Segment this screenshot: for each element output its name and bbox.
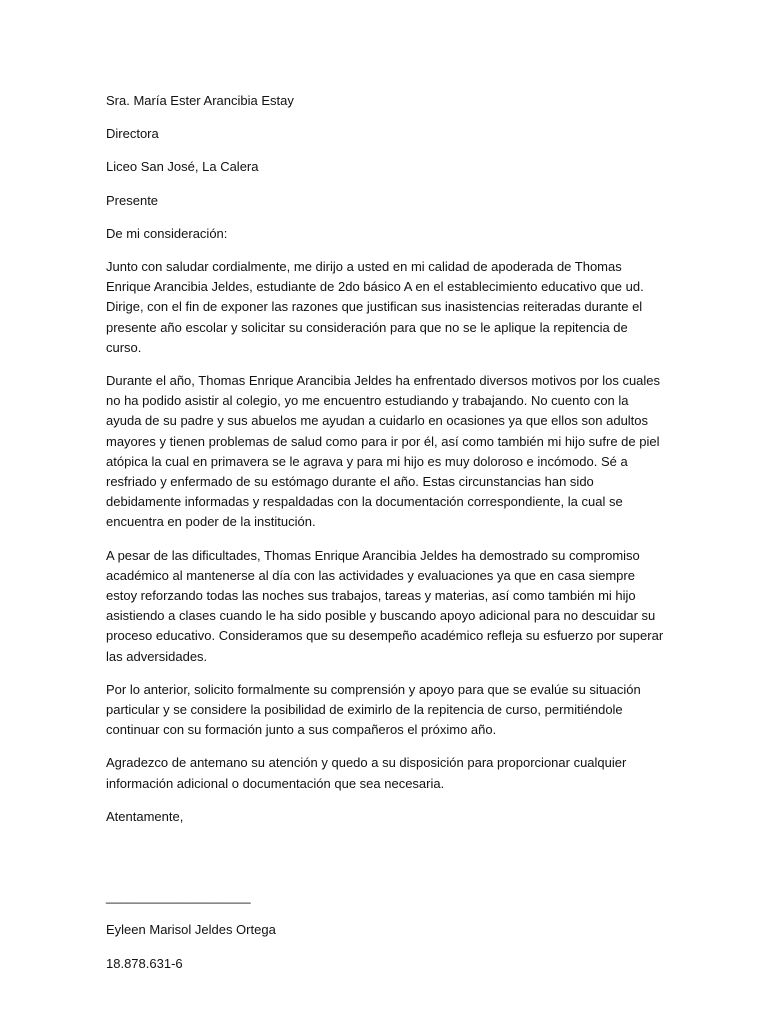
body-paragraph-5: Agradezco de antemano su atención y quedo a su disposición para proporcionar cualquier información adicional o documentación que sea necesaria. xyxy=(106,755,627,791)
body-paragraph-2: Durante el año, Thomas Enrique Arancibia Jeldes ha enfrentado diversos motivos por los cuales no ha podido asistir al colegio, yo me encuentro estudiando y trabajando. No cuento con la ayuda de su padre y sus abuelos me ayudan a cuidarlo en ocasiones ya que ellos son adultos mayores y tienen problemas de salud como para ir por él, así como también mi hijo sufre de piel atópica la cual en primavera se le agrava y para mi hijo es muy doloroso e incómodo. Sé a resfriado y enfermado de su estómago durante el año. Estas circunstancias han sido debidamente informadas y respaldadas con la documentación correspondiente, la cual se encuentra en poder de la institución. xyxy=(106,373,661,530)
letter-page xyxy=(106,91,664,987)
recipient-name: Sra. María Ester Arancibia Estay xyxy=(106,93,294,108)
body-paragraph-1: Junto con saludar cordialmente, me dirijo a usted en mi calidad de apoderada de Thomas Enrique Arancibia Jeldes, estudiante de 2do básico A en el establecimiento educativo que ud. Dirige, con el fin de exponer las razones que justifican sus inasistencias reiteradas durante el presente año escolar y solicitar su consideración para que no se le aplique la repitencia de curso. xyxy=(106,259,644,355)
salutation: De mi consideración: xyxy=(106,225,228,241)
recipient-institution: Liceo San José, La Calera xyxy=(106,159,259,175)
body-paragraph-4: Por lo anterior, solicito formalmente su comprensión y apoyo para que se evalúe su situación particular y se considere la posibilidad de eximirlo de la repitencia de curso, permitiéndole continuar con su formación junto a sus compañeros el próximo año. xyxy=(106,681,641,738)
signature-line: ____________________ xyxy=(106,889,251,905)
closing: Atentamente, xyxy=(106,808,184,824)
recipient-title: Directora xyxy=(106,126,159,142)
body-paragraph-3: A pesar de las dificultades, Thomas Enrique Arancibia Jeldes ha demostrado su compromiso académico al mantenerse al día con las actividades y evaluaciones ya que en casa siempre estoy reforzando todas las noches sus trabajos, tareas y materias, así como también mi hijo asistiendo a clases cuando le ha sido posible y buscando apoyo adicional para no descuidar su proceso educativo. Consideramos que su desempeño académico refleja su esfuerzo por superar las adversidades. xyxy=(106,547,664,664)
signer-name: Eyleen Marisol Jeldes Ortega xyxy=(106,922,276,938)
signer-id: 18.878.631-6 xyxy=(106,955,183,971)
presente-line: Presente xyxy=(106,192,159,208)
signature-space xyxy=(106,840,664,887)
